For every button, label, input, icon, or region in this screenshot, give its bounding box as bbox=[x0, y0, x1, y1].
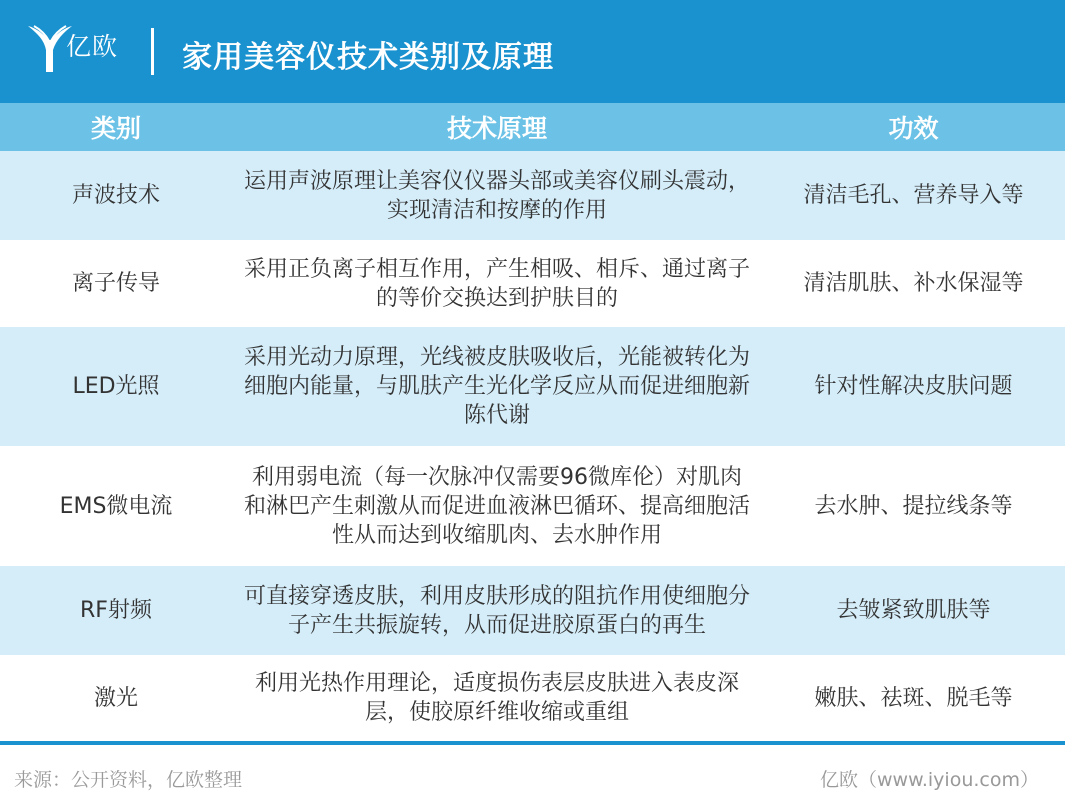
principle-cell: 利用光热作用理论，适度损伤表层皮肤进入表皮深层，使胶原纤维收缩或重组 bbox=[254, 671, 739, 725]
effect-cell: 清洁肌肤、补水保湿等 bbox=[803, 271, 1024, 296]
technology-table bbox=[0, 103, 1065, 741]
column-header-principle: 技术原理 bbox=[446, 114, 547, 143]
page-header bbox=[0, 0, 1065, 103]
table-row bbox=[0, 327, 1065, 446]
principle-cell: 采用光动力原理，光线被皮肤吸收后，光能被转化为细胞内能量，与肌肤产生光化学反应从而促进细胞新陈代谢 bbox=[244, 345, 751, 428]
source-note: 来源：公开资料，亿欧整理 bbox=[14, 769, 243, 791]
category-cell: EMS微电流 bbox=[59, 493, 173, 519]
column-header-effect: 功效 bbox=[888, 114, 939, 143]
header-divider bbox=[151, 28, 154, 75]
effect-cell: 清洁毛孔、营养导入等 bbox=[803, 183, 1024, 208]
effect-cell: 去皱紧致肌肤等 bbox=[836, 598, 991, 623]
bottom-rule bbox=[0, 741, 1065, 745]
effect-cell: 去水肿、提拉线条等 bbox=[814, 493, 1013, 519]
category-cell: 离子传导 bbox=[71, 271, 160, 296]
table-row bbox=[0, 655, 1065, 741]
table-row bbox=[0, 151, 1065, 240]
principle-cell: 可直接穿透皮肤，利用皮肤形成的阻抗作用使细胞分子产生共振旋转，从而促进胶原蛋白的再生 bbox=[244, 583, 751, 638]
table-row bbox=[0, 240, 1065, 327]
table-row bbox=[0, 566, 1065, 655]
credit-note: 亿欧（www.iyiou.com） bbox=[819, 769, 1039, 791]
category-cell: LED光照 bbox=[72, 374, 160, 399]
page-title: 家用美容仪技术类别及原理 bbox=[182, 40, 554, 75]
effect-cell: 嫩肤、祛斑、脱毛等 bbox=[814, 685, 1013, 711]
category-cell: RF射频 bbox=[80, 598, 152, 623]
column-header-category: 类别 bbox=[90, 114, 141, 143]
category-cell: 声波技术 bbox=[71, 183, 160, 208]
principle-cell: 利用弱电流（每一次脉冲仅需要96微库伦）对肌肉和淋巴产生刺激从而促进血液淋巴循环、提高细胞活性从而达到收缩肌肉、去水肿作用 bbox=[244, 464, 751, 548]
logo-text: 亿欧 bbox=[66, 32, 119, 61]
table-row bbox=[0, 446, 1065, 566]
effect-cell: 针对性解决皮肤问题 bbox=[814, 374, 1013, 399]
principle-cell: 采用正负离子相互作用，产生相吸、相斥、通过离子的等价交换达到护肤目的 bbox=[244, 256, 751, 311]
category-cell: 激光 bbox=[93, 685, 138, 711]
principle-cell: 运用声波原理让美容仪仪器头部或美容仪刷头震动，实现清洁和按摩的作用 bbox=[244, 168, 751, 223]
table-header bbox=[0, 103, 1065, 151]
